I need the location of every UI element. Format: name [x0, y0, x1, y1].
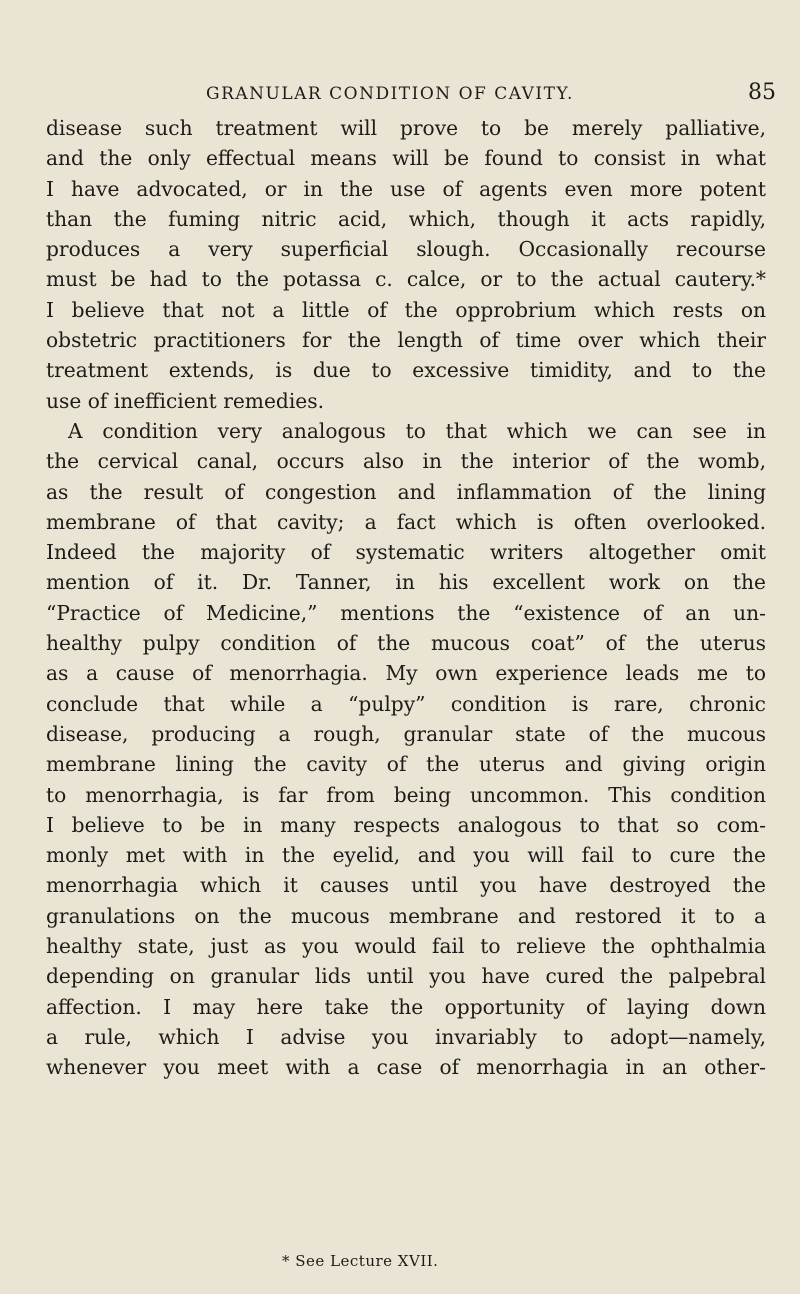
text-line: produces a very superficial slough. Occasionally recourse — [46, 237, 766, 262]
text-line: conclude that while a “pulpy” condition is rare, chronic — [46, 691, 766, 716]
text-line: menorrhagia which it causes until you have destroyed the — [46, 873, 766, 898]
text-line: I believe that not a little of the opprobrium which rests on — [46, 297, 766, 322]
text-line: Indeed the majority of systematic writers altogether omit — [46, 540, 766, 565]
text-line: obstetric practitioners for the length of time over which their — [46, 328, 766, 353]
running-title: GRANULAR CONDITION OF CAVITY. — [206, 84, 574, 104]
text-line: monly met with in the eyelid, and you will fail to cure the — [46, 843, 766, 868]
text-line: to menorrhagia, is far from being uncommon. This condition — [46, 782, 766, 807]
text-line: A condition very analogous to that which we can see in — [68, 418, 766, 443]
text-line: disease such treatment will prove to be merely palliative, — [46, 116, 766, 140]
text-line: depending on granular lids until you have cured the palpebral — [46, 964, 766, 989]
running-head — [46, 80, 776, 110]
text-line: I believe to be in many respects analogous to that so com- — [46, 812, 766, 837]
text-line: granulations on the mucous membrane and restored it to a — [46, 903, 766, 928]
text-line: as the result of congestion and inflammation of the lining — [46, 479, 766, 504]
footnote: * See Lecture XVII. — [282, 1252, 439, 1270]
text-line: healthy state, just as you would fail to relieve the ophthalmia — [46, 934, 766, 959]
text-line: affection. I may here take the opportunity of laying down — [46, 994, 766, 1019]
text-line: whenever you meet with a case of menorrhagia in an other- — [46, 1055, 766, 1080]
text-line: as a cause of menorrhagia. My own experience leads me to — [46, 661, 766, 686]
text-line: I have advocated, or in the use of agents even more potent — [46, 176, 766, 201]
page-number: 85 — [748, 80, 776, 105]
text-line: disease, producing a rough, granular state of the mucous — [46, 721, 766, 746]
text-line: the cervical canal, occurs also in the interior of the womb, — [46, 449, 766, 474]
body-text — [46, 113, 766, 1083]
text-line: use of inefficient remedies. — [46, 388, 325, 413]
text-line: mention of it. Dr. Tanner, in his excellent work on the — [46, 570, 766, 595]
text-line: healthy pulpy condition of the mucous coat” of the uterus — [46, 631, 766, 656]
text-line: “Practice of Medicine,” mentions the “existence of an un- — [46, 600, 766, 625]
text-line: and the only effectual means will be found to consist in what — [46, 146, 766, 171]
text-line: membrane lining the cavity of the uterus and giving origin — [46, 752, 766, 777]
text-line: membrane of that cavity; a fact which is often overlooked. — [46, 509, 766, 534]
text-line: treatment extends, is due to excessive timidity, and to the — [46, 358, 766, 383]
text-line: must be had to the potassa c. calce, or to the actual cautery.* — [46, 267, 766, 292]
text-line: than the fuming nitric acid, which, though it acts rapidly, — [46, 206, 766, 231]
text-line: a rule, which I advise you invariably to adopt—namely, — [46, 1024, 766, 1049]
